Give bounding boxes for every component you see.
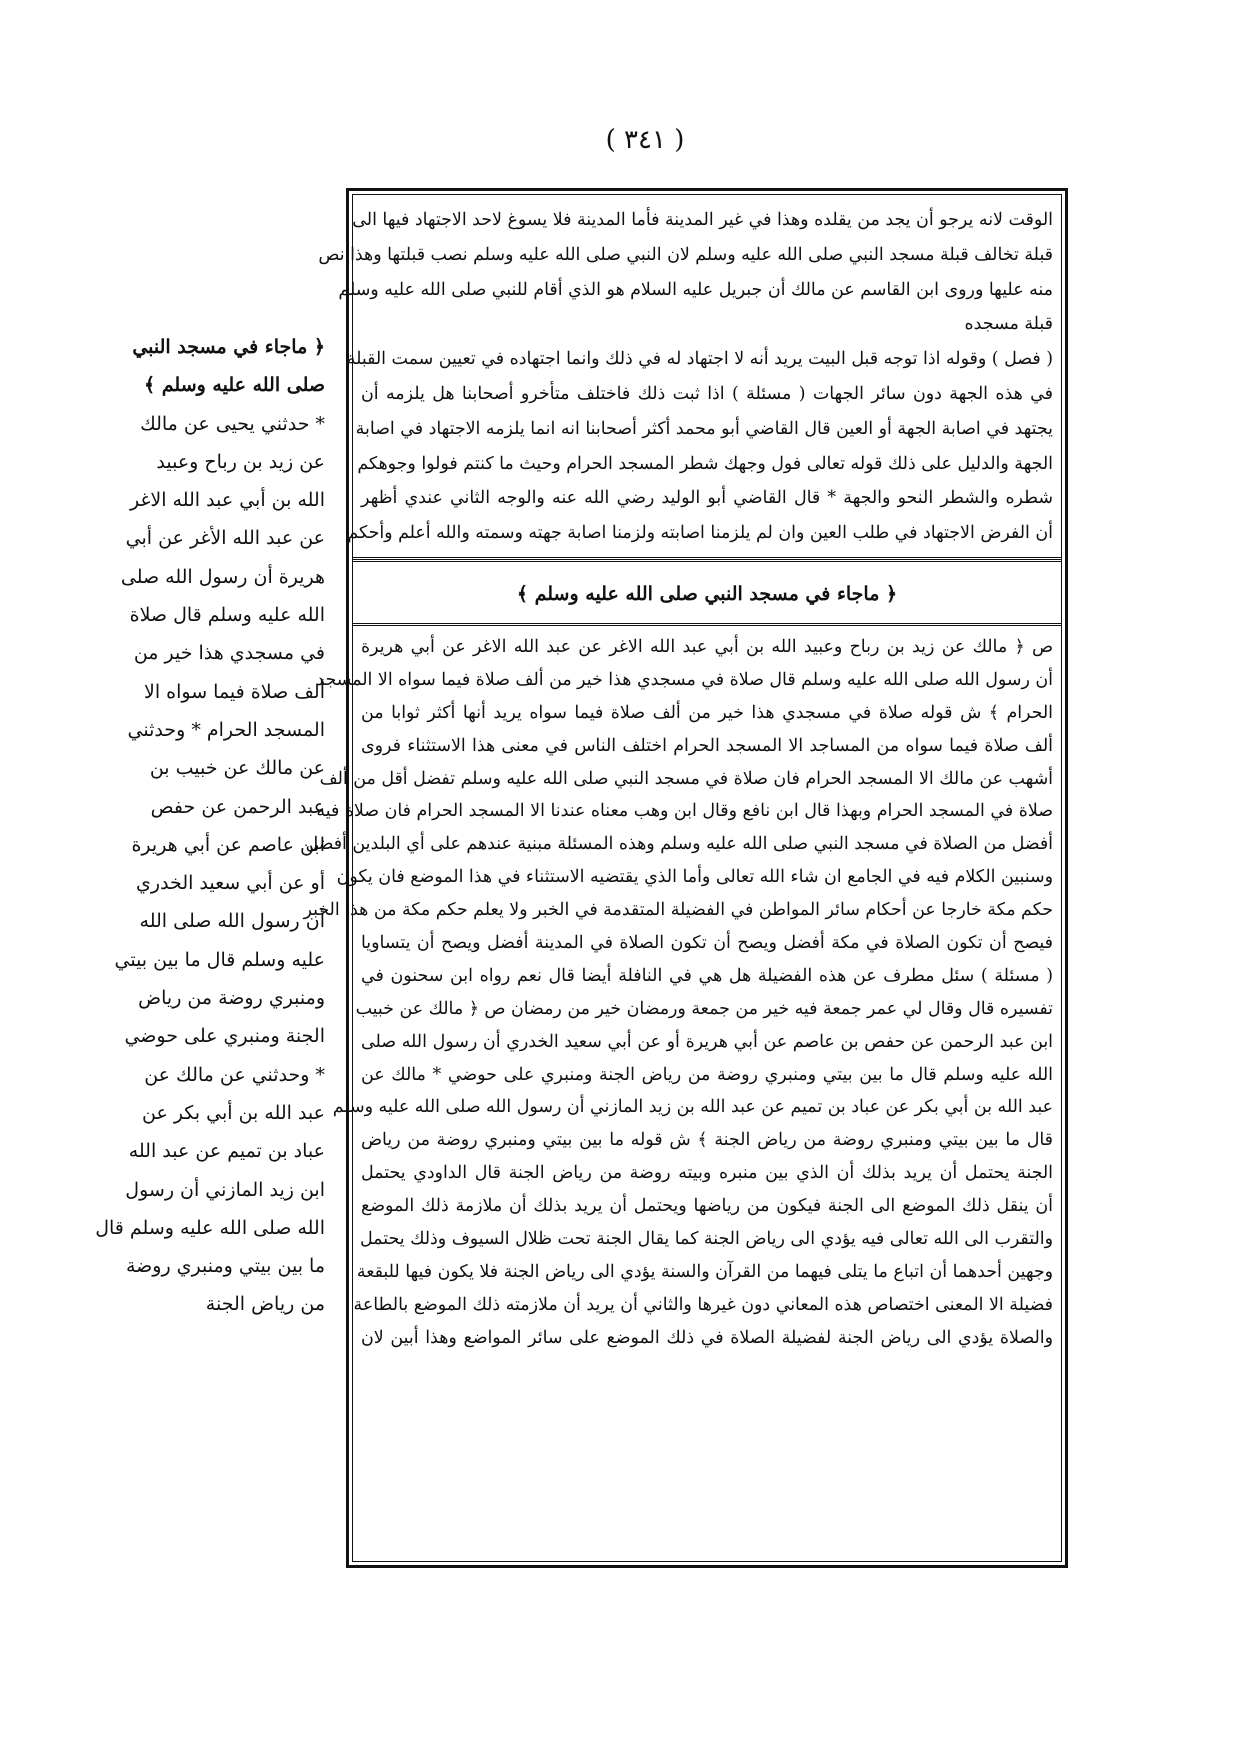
margin-line: من رياض الجنة [205,1293,325,1316]
margin-line: عن زيد بن رباح وعبيد [156,450,325,473]
margin-line: الله بن أبي عبد الله الاغر [129,489,325,512]
margin-line: عن عبد الله الأغر عن أبي [125,527,325,550]
text-line: يجتهد في اصابة الجهة أو العين قال القاضي أبو محمد أكثر أصحابنا انه انما يلزمه الاجتهاد في اصابة [355,418,1053,439]
text-line: في هذه الجهة دون سائر الجهات ( مسئلة ) اذا ثبت ذلك فاختلف متأخرو أصحابنا هل يلزمه أن [361,383,1053,404]
margin-line: أو عن أبي سعيد الخدري [136,872,325,895]
text-line: منه عليها وروى ابن القاسم عن مالك أن جبريل عليه السلام هو الذي أقام للنبي صلى الله عليه وسلم [338,279,1053,300]
margin-line: الجنة ومنبري على حوضي [124,1025,325,1048]
margin-line: عباد بن تميم عن عبد الله [128,1140,325,1163]
text-line: أن ينقل ذلك الموضع الى الجنة فيكون من رياضها ويحتمل أن يريد بذلك أن ملازمة ذلك الموضع [361,1196,1053,1217]
top-text-block [318,203,1053,551]
margin-line: الله عليه وسلم قال صلاة [129,604,325,627]
margin-line: هريرة أن رسول الله صلى [120,565,325,588]
text-line: عبد الله بن أبي بكر عن عباد بن تميم عن عبد الله بن زيد المازني أن رسول الله صلى الله عليه وسلم [332,1097,1053,1118]
text-line: ( فصل ) وقوله اذا توجه قبل البيت يريد أنه لا اجتهاد له في ذلك وانما اجتهاده في تعيين سمت القبلة [346,349,1053,370]
margin-line: صلى الله عليه وسلم ﴾ [144,374,325,397]
margin-line: عبد الله بن أبي بكر عن [141,1101,325,1124]
margin-line: المسجد الحرام * وحدثني [127,718,325,741]
section-divider-top-inner [353,559,1061,562]
text-line: ( مسئلة ) سئل مطرف عن هذه الفضيلة هل هي في النافلة أيضا قال نعم رواه ابن سحنون في [361,965,1053,986]
margin-line: * وحدثني عن مالك عن [144,1063,325,1086]
text-line: أن الفرض الاجتهاد في طلب العين وان لم يلزمنا اصابته ولزمنا اصابة جهته وسمته والله أعلم وأحكم [347,523,1053,544]
margin-line: ألف صلاة فيما سواه الا [144,680,325,703]
text-line: تفسيره قال وقال لي عمر جمعة فيه خير من جمعة ورمضان خير من رمضان ص ﴿ مالك عن خبيب [355,998,1053,1019]
text-line: صلاة في المسجد الحرام وبهذا قال ابن نافع وقال ابن وهب معناه عندنا الا المسجد الحرام فان صلاة فيه [316,801,1053,822]
section-divider-bottom [353,623,1061,626]
text-line: وسنبين الكلام فيه في الجامع ان شاء الله تعالى وأما الذي يقتضيه الاستثناء في هذا الموضع فان يكون [336,867,1053,888]
text-line: ابن عبد الرحمن عن حفص بن عاصم عن أبي هريرة أو عن أبي سعيد الخدري أن رسول الله صلى [361,1031,1053,1052]
text-line: ألف صلاة فيما سواه من المساجد الا المسجد الحرام اختلف الناس في معنى هذا الاستثناء فروى [361,735,1053,756]
text-line: الجهة والدليل على ذلك قوله تعالى فول وجهك شطر المسجد الحرام وحيث ما كنتم فولوا وجوهكم [357,453,1053,474]
text-line: قال ما بين بيتي ومنبري روضة من رياض الجنة ﴾ ش قوله ما بين بيتي ومنبري روضة من رياض [361,1130,1053,1151]
margin-line: ابن زيد المازني أن رسول [125,1178,325,1201]
section-heading: ﴿ ماجاء في مسجد النبي صلى الله عليه وسلم ﴾ [516,583,898,605]
margin-line: ابن عاصم عن أبي هريرة [131,833,325,856]
margin-line: عليه وسلم قال ما بين بيتي [114,948,325,971]
text-line: والصلاة يؤدي الى رياض الجنة لفضيلة الصلاة في ذلك الموضع على سائر المواضع وهذا أبين لان [361,1327,1053,1348]
text-line: ص ﴿ مالك عن زيد بن رباح وعبيد الله بن أبي عبد الله الاغر عن عبد الله الاغر عن أبي هريرة [361,637,1053,657]
main-text-frame-inner [303,194,1062,1562]
text-line: الحرام ﴾ ش قوله صلاة في مسجدي هذا خير من ألف صلاة فيما سواه يريد أنها أكثر ثوابا من [361,702,1053,723]
margin-line: ما بين بيتي ومنبري روضة [125,1255,325,1278]
text-line: أفضل من الصلاة في مسجد النبي صلى الله عليه وسلم وهذه المسئلة مبنية عندهم على أي البلدين أفضل [305,834,1053,855]
margin-line: * حدثني يحيى عن مالك [140,412,325,435]
text-line: شطره والشطر النحو والجهة * قال القاضي أبو الوليد رضي الله عنه والوجه الثاني عندي أظهر [361,488,1053,509]
margin-line: ﴿ ماجاء في مسجد النبي [132,336,325,358]
margin-line: أن رسول الله صلى الله [139,910,325,933]
text-line: الله عليه وسلم قال ما بين بيتي ومنبري روضة من رياض الجنة ومنبري على حوضي * مالك عن [361,1064,1053,1085]
text-line: حكم مكة خارجا عن أحكام سائر المواطن في الفضيلة المتقدمة في الخبر ولا يعلم حكم مكة من هذا الخبر [303,900,1053,921]
text-line: والتقرب الى الله تعالى فيه يؤدي الى رياض الجنة كما يقال الجنة تحت ظلال السيوف وذلك يحتمل [360,1229,1053,1250]
text-line: فيصح أن تكون الصلاة في مكة أفضل ويصح أن تكون الصلاة في المدينة أفضل ويصح أن يتساويا [361,933,1053,954]
margin-line: عن مالك عن خبيب بن [149,757,325,780]
text-line: الجنة يحتمل أن يريد بذلك أن الذي بين منبره وبيته روضة من رياض الجنة قال الداودي يحتمل [361,1163,1053,1184]
margin-line: في مسجدي هذا خير من [133,642,325,665]
text-line: قبلة تخالف قبلة مسجد النبي صلى الله عليه وسلم لان النبي صلى الله عليه وسلم نصب قبلتها وهذا نص [318,244,1053,265]
margin-line: عبد الرحمن عن حفص [150,795,325,818]
margin-line: ومنبري روضة من رياض [138,987,325,1010]
text-line: فضيلة الا المعنى اختصاص هذه المعاني دون غيرها والثاني أن يريد أن ملازمته ذلك الموضع بالطاعة [353,1294,1053,1315]
main-text-frame [303,188,1068,1568]
margin-summary [95,328,325,1324]
bottom-text-block [303,631,1053,1355]
text-line: وجهين أحدهما أن اتباع ما يتلى فيهما من القرآن والسنة يؤدي الى رياض الجنة فلا يكون فيها للبقعة [356,1261,1053,1282]
text-line: الوقت لانه يرجو أن يجد من يقلده وهذا في غير المدينة فأما المدينة فلا يسوغ لاحد الاجتهاد فيها الى [352,210,1053,230]
page-number: ( ٣٤١ ) [605,125,685,155]
text-line: قبلة مسجده [964,314,1053,335]
margin-line: الله صلى الله عليه وسلم قال [95,1216,325,1239]
text-line: أن رسول الله صلى الله عليه وسلم قال صلاة في مسجدي هذا خير من ألف صلاة فيما سواه الا المسجد [316,669,1053,690]
text-line: أشهب عن مالك الا المسجد الحرام فان صلاة في مسجد النبي صلى الله عليه وسلم تفضل أقل من ألف [319,768,1053,789]
